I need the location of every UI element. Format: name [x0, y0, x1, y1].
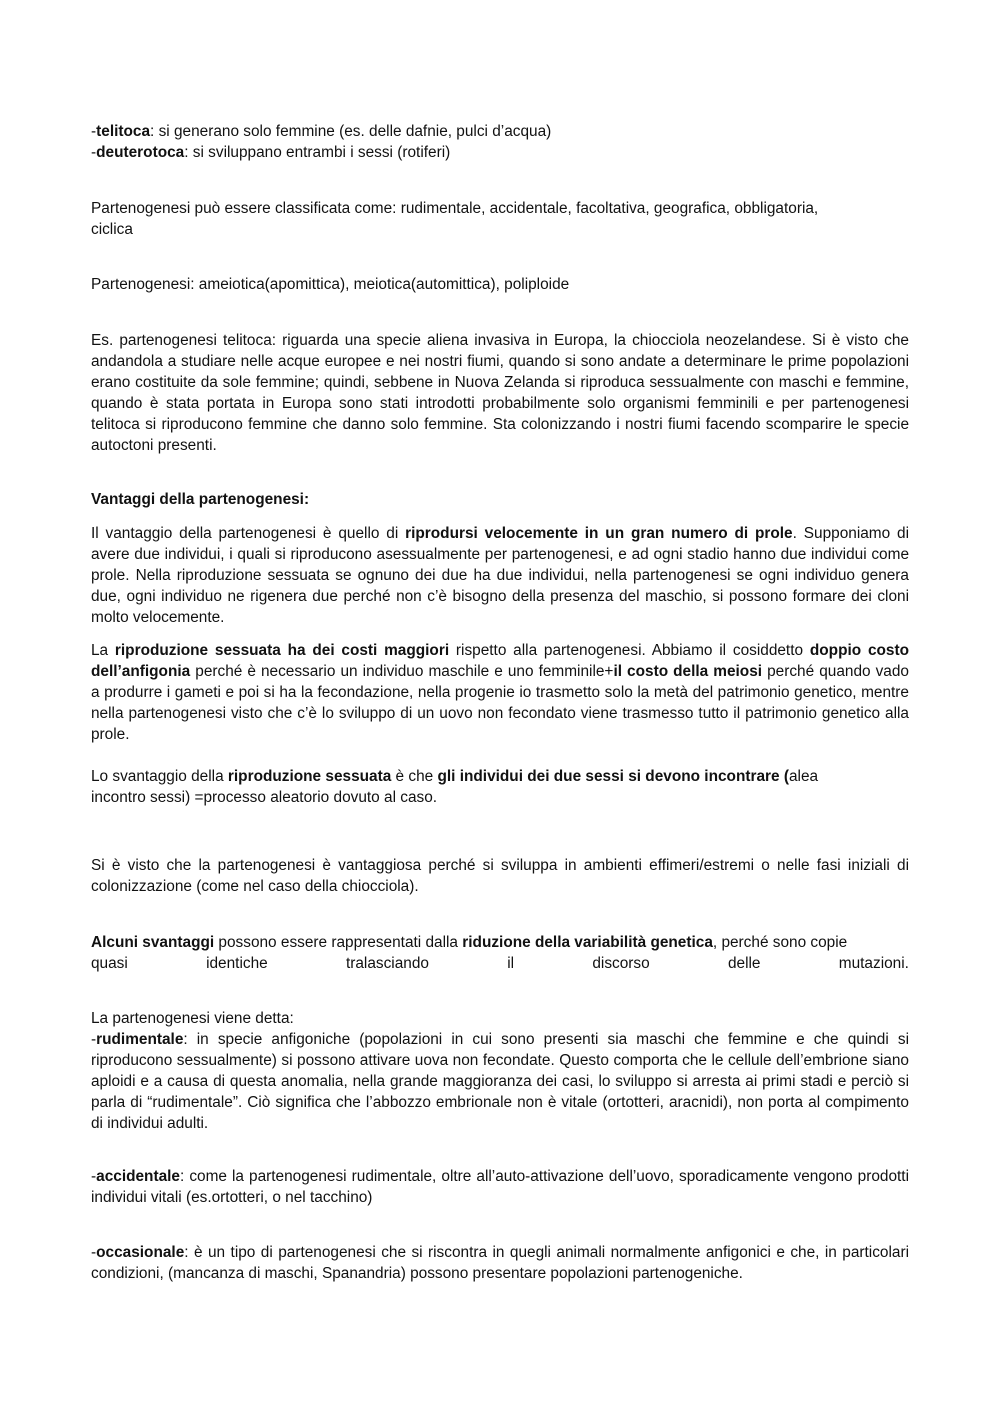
disadv-a: Alcuni svantaggi [91, 934, 215, 951]
adv-p3-e: alea [788, 768, 819, 785]
adv-p2-a: La [91, 642, 115, 659]
kinds-rudimentale: -rudimentale: in specie anfigoniche (popolazioni in cui sono presenti sia maschi che femmine e che quindi si riproducono sessualmente) si possono attivare uova non fecondate. Questo comporta che le cellule dell’embrione siano aploidi e a causa di questa anomalia, nella grande maggioranza dei casi, lo sviluppo si arresta ai primi stadi e perciò si parla di “rudimentale”. Ciò significa che l’abbozzo embrionale non è vitale (ortotteri, aracnidi), non porta al compimento di individui adulti. [91, 1031, 909, 1132]
advantages-paragraph-1 [91, 523, 909, 628]
disadv-word: identiche [206, 955, 268, 972]
kinds-intro: La partenogenesi viene detta: [91, 1010, 294, 1027]
advantages-paragraph-2 [91, 640, 909, 745]
occasionale-text: : è un tipo di partenogenesi che si riscontra in quegli animali normalmente anfigonici e che, in particolari condizioni, (mancanza di maschi, Spanandria) possono presentare popolazioni partenogeniche. [91, 1244, 909, 1282]
advantages-heading-text: Vantaggi della partenogenesi: [91, 491, 310, 508]
disadv-word: tralasciando [345, 955, 429, 972]
deuterotoca-term: deuterotoca [96, 144, 185, 161]
adv-p2-e: perché è necessario un individuo maschile e uno femminile+ [190, 663, 614, 680]
adv-p2-f: il costo della meiosi [613, 663, 763, 680]
adv-p2-g: perché quando vado a produrre i gameti e poi si ha la fecondazione, nella progenie io trasmetto solo la metà del patrimonio genetico, mentre nella partenogenesi visto che c’è lo sviluppo di un uovo non fecondato viene trasmesso tutto il patrimonio genetico alla prole. [91, 663, 909, 743]
disadv-word: discorso [592, 955, 650, 972]
adv-p3-d: gli individui dei due sessi si devono incontrare ( [437, 768, 789, 785]
rudimentale-term: rudimentale [96, 1031, 184, 1048]
example-paragraph: Es. partenogenesi telitoca: riguarda una specie aliena invasiva in Europa, la chiocciola neozelandese. Si è visto che andandola a studiare nelle acque europee e nei nostri fiumi, quando si sono andate a determinare le prime popolazioni erano costituite da sole femmine; quindi, sebbene in Nuova Zelanda si riproduca sessualmente con maschi e femmine, quando è stata portata in Europa sono stati introdotti probabilmente solo organismi femminili e per partenogenesi telitoca si riproducono femmine che danno solo femmine. Sta colonizzando i nostri fiumi facendo scomparire le specie autoctoni presenti. [91, 332, 909, 454]
mechanisms-line: Partenogenesi: ameiotica(apomittica), meiotica(automittica), poliploide [91, 276, 570, 293]
disadv-word: il [507, 955, 515, 972]
disadv-word: quasi [91, 955, 128, 972]
adv-p3-b: riproduzione sessuata [227, 768, 392, 785]
adv-p2-c: rispetto alla partenogenesi. Abbiamo il cosiddetto [449, 642, 810, 659]
disadv-c: riduzione della variabilità genetica [462, 934, 713, 951]
disadv-word: delle [727, 955, 761, 972]
advantages-paragraph-3-line-1 [91, 766, 909, 787]
adv-p1-c: . Supponiamo di avere due individui, i quali si riproducono asessualmente per partenogenesi, e ad ogni stadio hanno due individui come prole. Nella riproduzione sessuata se ognuno dei due ha due individui, nella partenogenesi se ogni individuo genera due, ogni individuo ne rigenera due perché non c’è bisogno della presenza del maschio, si possono formare dei cloni molto velocemente. [91, 525, 910, 626]
deuterotoca-line: -deuterotoca: si sviluppano entrambi i sessi (rotiferi) [91, 144, 451, 161]
advantages-paragraph-3-line-2: incontro sessi) =processo aleatorio dovuto al caso. [91, 789, 438, 806]
occasionale-term: occasionale [96, 1244, 185, 1261]
advantages-heading [91, 489, 909, 510]
telitoca-text: : si generano solo femmine (es. delle dafnie, pulci d’acqua) [150, 123, 552, 140]
adv-p3-a: Lo svantaggio della [91, 768, 228, 785]
accidentale-text: : come la partenogenesi rudimentale, oltre all’auto-attivazione dell’uovo, sporadicamente vengono prodotti individui vitali (es.ortotteri, o nel tacchino) [91, 1168, 909, 1206]
accidentale-term: accidentale [96, 1168, 180, 1185]
classification-line-1: Partenogenesi può essere classificata come: rudimentale, accidentale, facoltativa, geografica, obbligatoria, [91, 200, 819, 217]
disadv-word: mutazioni. [838, 955, 909, 972]
disadv-d: , perché sono copie [712, 934, 848, 951]
rudimentale-text: : in specie anfigoniche (popolazioni in cui sono presenti sia maschi che femmine e che quindi si riproducono sessualmente) si possono attivare uova non fecondate. Questo comporta che le cellule dell’embrione siano aploidi e a causa di questa anomalia, nella grande maggioranza dei casi, lo sviluppo si arresta ai primi stadi e perciò si parla di “rudimentale”. Ciò significa che l’abbozzo embrionale non è vitale (ortotteri, aracnidi), non porta al compimento di individui adulti. [91, 1031, 909, 1132]
disadv-b: possono essere rappresentati dalla [214, 934, 463, 951]
adv-p1-a: Il vantaggio della partenogenesi è quello di [91, 525, 406, 542]
disadvantages-line-2 [91, 953, 909, 974]
adv-p2-b: riproduzione sessuata ha dei costi maggiori [114, 642, 450, 659]
disadvantages-line-1 [91, 932, 909, 953]
telitoca-term: telitoca [96, 123, 151, 140]
adv-p2-d: doppio costo dell’anfigonia [91, 642, 909, 680]
adv-p1-b: riprodursi velocemente in un gran numero di prole [405, 525, 793, 542]
adv-p3-c: è che [391, 768, 438, 785]
telitoca-line: -telitoca: si generano solo femmine (es. delle dafnie, pulci d’acqua) [91, 123, 552, 140]
deuterotoca-text: : si sviluppano entrambi i sessi (rotiferi) [184, 144, 451, 161]
conclusion-paragraph: Si è visto che la partenogenesi è vantaggiosa perché si sviluppa in ambienti effimeri/estremi o nelle fasi iniziali di colonizzazione (come nel caso della chiocciola). [91, 857, 909, 895]
kinds-occasionale: -occasionale: è un tipo di partenogenesi che si riscontra in quegli animali normalmente anfigonici e che, in particolari condizioni, (mancanza di maschi, Spanandria) possono presentare popolazioni partenogeniche. [91, 1244, 909, 1282]
classification-line-2: ciclica [91, 221, 133, 238]
kinds-accidentale: -accidentale: come la partenogenesi rudimentale, oltre all’auto-attivazione dell’uovo, sporadicamente vengono prodotti individui vitali (es.ortotteri, o nel tacchino) [91, 1168, 909, 1206]
